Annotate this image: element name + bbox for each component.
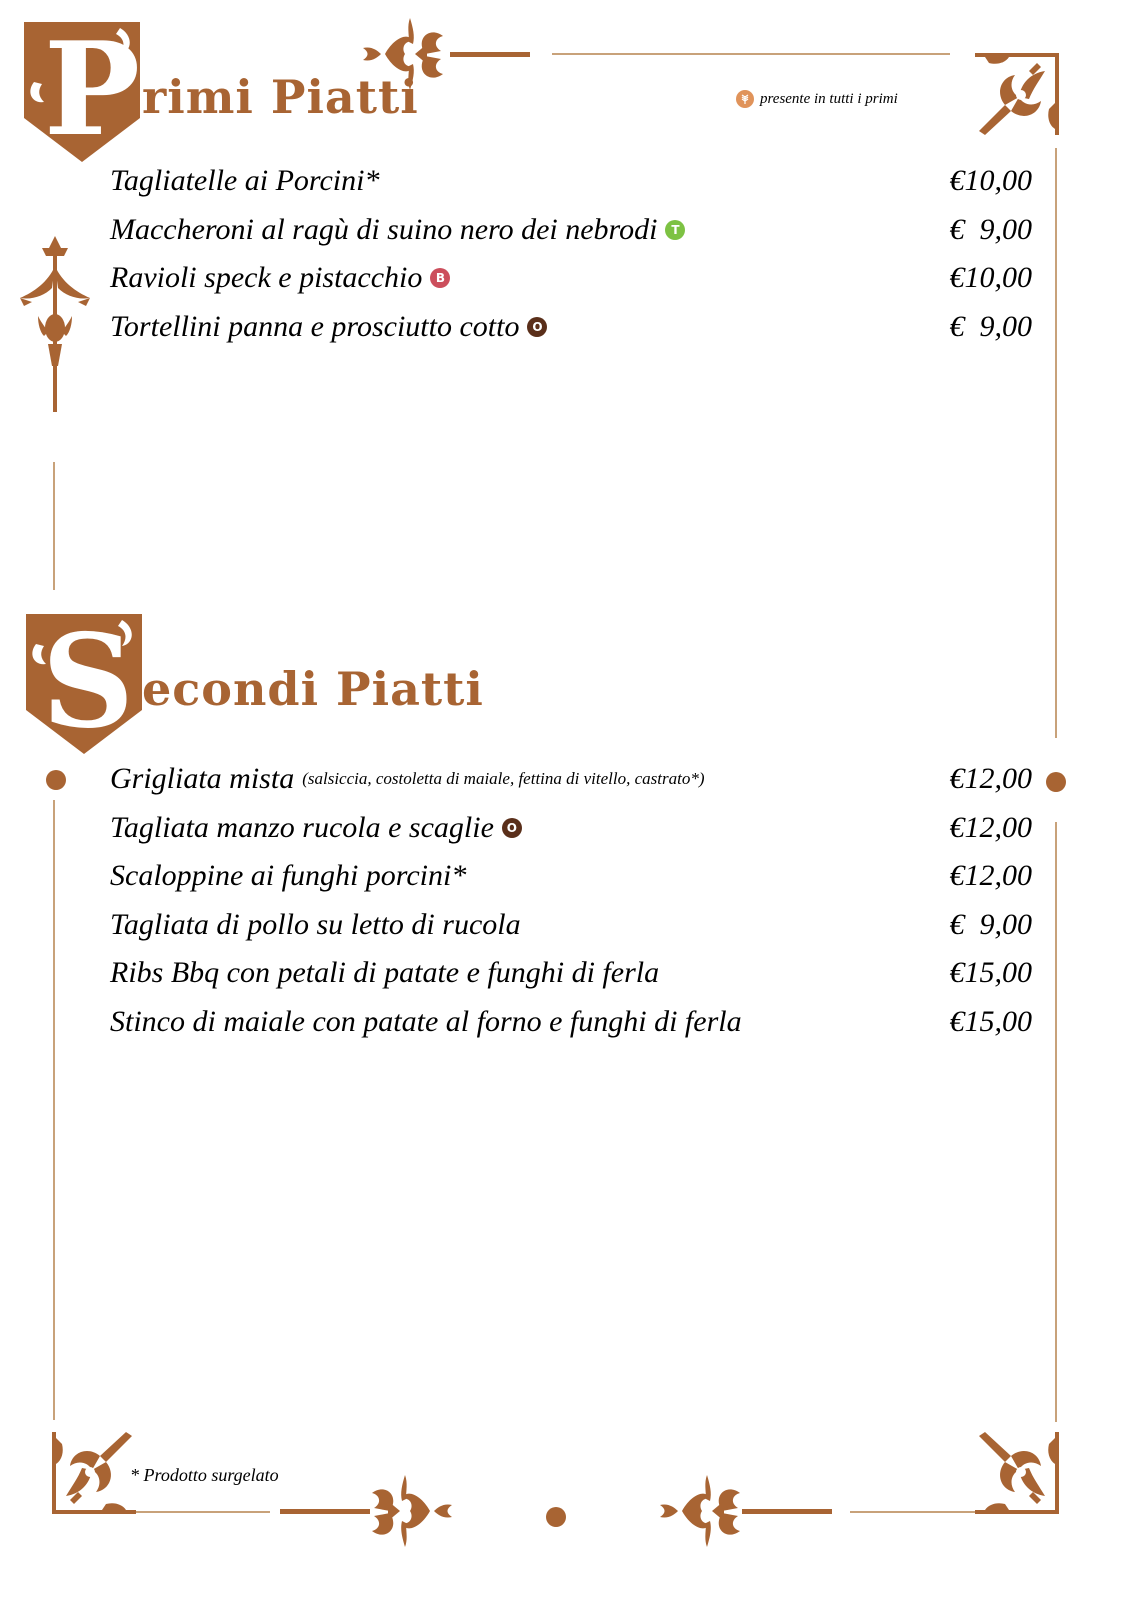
primi-title: rimi Piatti xyxy=(142,70,419,124)
frame-top-line xyxy=(552,53,950,55)
dish-name: Tortellini panna e prosciutto cotto xyxy=(110,309,520,343)
dish-price: € 9,00 xyxy=(949,309,1032,343)
dish-price: €15,00 xyxy=(949,956,1032,990)
secondi-list xyxy=(110,755,1030,1046)
menu-item xyxy=(110,755,1030,804)
celery-icon: T xyxy=(665,220,685,240)
milk-icon: O xyxy=(527,317,547,337)
secondi-initial: S xyxy=(41,607,135,757)
bottom-right-scroll-ornament xyxy=(652,1474,832,1550)
legend xyxy=(736,90,898,108)
footnote: * Prodotto surgelato xyxy=(130,1465,279,1485)
bottom-right-corner-ornament xyxy=(975,1432,1059,1514)
frame-bottom-line-left xyxy=(135,1511,270,1513)
dish-name: Tagliata manzo rucola e scaglie xyxy=(110,810,494,844)
dish-note: (salsiccia, costoletta di maiale, fettina di vitello, castrato*) xyxy=(302,769,705,789)
menu-item xyxy=(110,157,1030,206)
secondi-title: econdi Piatti xyxy=(142,662,484,716)
dish-price: €12,00 xyxy=(949,762,1032,796)
menu-item xyxy=(110,206,1030,255)
dish-name: Stinco di maiale con patate al forno e funghi di ferla xyxy=(110,1004,742,1038)
dish-name: Ribs Bbq con petali di patate e funghi di ferla xyxy=(110,956,660,990)
menu-item xyxy=(110,998,1030,1047)
frame-left-line-lower xyxy=(53,800,55,1420)
bottom-left-corner-ornament xyxy=(52,1432,136,1514)
left-side-ornament xyxy=(18,236,92,412)
primi-list xyxy=(110,157,1030,351)
menu-item xyxy=(110,254,1030,303)
dish-price: €15,00 xyxy=(949,1004,1032,1038)
dish-name: Grigliata mista xyxy=(110,762,295,796)
dish-price: €12,00 xyxy=(949,859,1032,893)
frame-right-line-lower xyxy=(1055,822,1057,1422)
dish-name: Tagliatelle ai Porcini* xyxy=(110,164,380,198)
bottom-left-scroll-ornament xyxy=(280,1474,460,1550)
wheat-icon xyxy=(736,90,754,108)
dish-price: € 9,00 xyxy=(949,212,1032,246)
dish-price: €12,00 xyxy=(949,810,1032,844)
menu-item xyxy=(110,804,1030,853)
dish-price: €10,00 xyxy=(949,164,1032,198)
menu-item xyxy=(110,949,1030,998)
top-right-corner-ornament xyxy=(975,53,1059,135)
dish-price: € 9,00 xyxy=(949,907,1032,941)
dish-name: Maccheroni al ragù di suino nero dei nebrodi xyxy=(110,212,658,246)
dish-name: Tagliata di pollo su letto di rucola xyxy=(110,907,521,941)
menu-item xyxy=(110,303,1030,352)
frame-dot-right xyxy=(1046,772,1066,792)
milk-icon: O xyxy=(502,818,522,838)
primi-initial: P xyxy=(43,15,141,165)
legend-text: presente in tutti i primi xyxy=(760,90,898,107)
menu-item xyxy=(110,901,1030,950)
frame-dot-left xyxy=(46,770,66,790)
frame-bottom-line-right xyxy=(850,1511,980,1513)
dish-name: Scaloppine ai funghi porcini* xyxy=(110,859,467,893)
menu-item xyxy=(110,852,1030,901)
dish-name: Ravioli speck e pistacchio xyxy=(110,261,423,295)
nut-icon: B xyxy=(430,268,450,288)
dish-price: €10,00 xyxy=(949,261,1032,295)
frame-left-line-upper xyxy=(53,462,55,590)
frame-right-line-upper xyxy=(1055,148,1057,738)
frame-dot-bottom xyxy=(546,1507,566,1527)
